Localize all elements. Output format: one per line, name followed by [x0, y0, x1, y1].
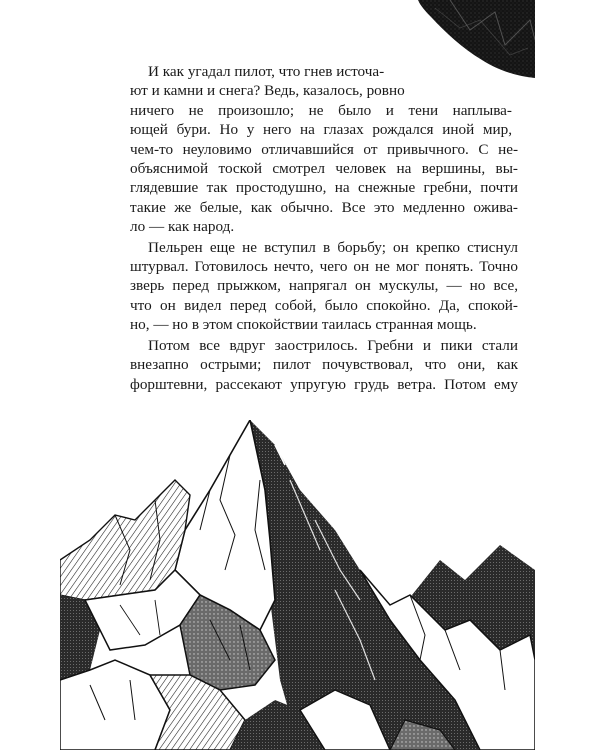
text-line: ничего не произошло; не было и тени наплыва-	[130, 101, 512, 119]
text-line: чем-то неуловимо отличавшийся от привычного. С не-	[130, 140, 518, 158]
text-line: форштевни, рассекают упругую грудь ветра. Потом ему	[130, 375, 518, 393]
text-line: объяснимой тоской смотрел человек на вершины, вы-	[130, 160, 518, 178]
text-line: Потом все вдруг заострилось. Гребни и пики стали	[148, 336, 518, 354]
mountain-illustration-icon	[60, 420, 535, 750]
text-line: ющей бури. Но у него на глазах рождался иной мир,	[130, 121, 512, 139]
text-line: И как угадал пилот, что гнев источа-	[148, 63, 385, 80]
text-line: Пельрен еще не вступил в борьбу; он крепко стиснул	[148, 238, 518, 256]
text-line: зверь перед прыжком, напрягал он мускулы, — но все,	[130, 277, 518, 295]
text-line: внезапно острыми; пилот почувствовал, что они, как	[130, 356, 518, 374]
paragraph-1	[130, 62, 518, 237]
text-line: ло — как народ.	[130, 218, 235, 236]
paragraph-2	[130, 238, 518, 335]
text-line: глядевшие так простодушно, на снежные гребни, почти	[130, 179, 518, 197]
text-line: но, — но в этом спокойствии таилась странная мощь.	[130, 316, 477, 334]
text-line: штурвал. Готовилось нечто, чего он не мог понять. Точно	[130, 258, 518, 276]
text-block	[130, 62, 518, 394]
text-line: такие же белые, как обычно. Все это медленно ожива-	[130, 198, 518, 216]
paragraph-3	[130, 336, 518, 394]
text-line: ют и камни и снега? Ведь, казалось, ровно	[130, 82, 405, 100]
text-line: что он видел перед собой, было спокойно. Да, спокой-	[130, 296, 518, 314]
